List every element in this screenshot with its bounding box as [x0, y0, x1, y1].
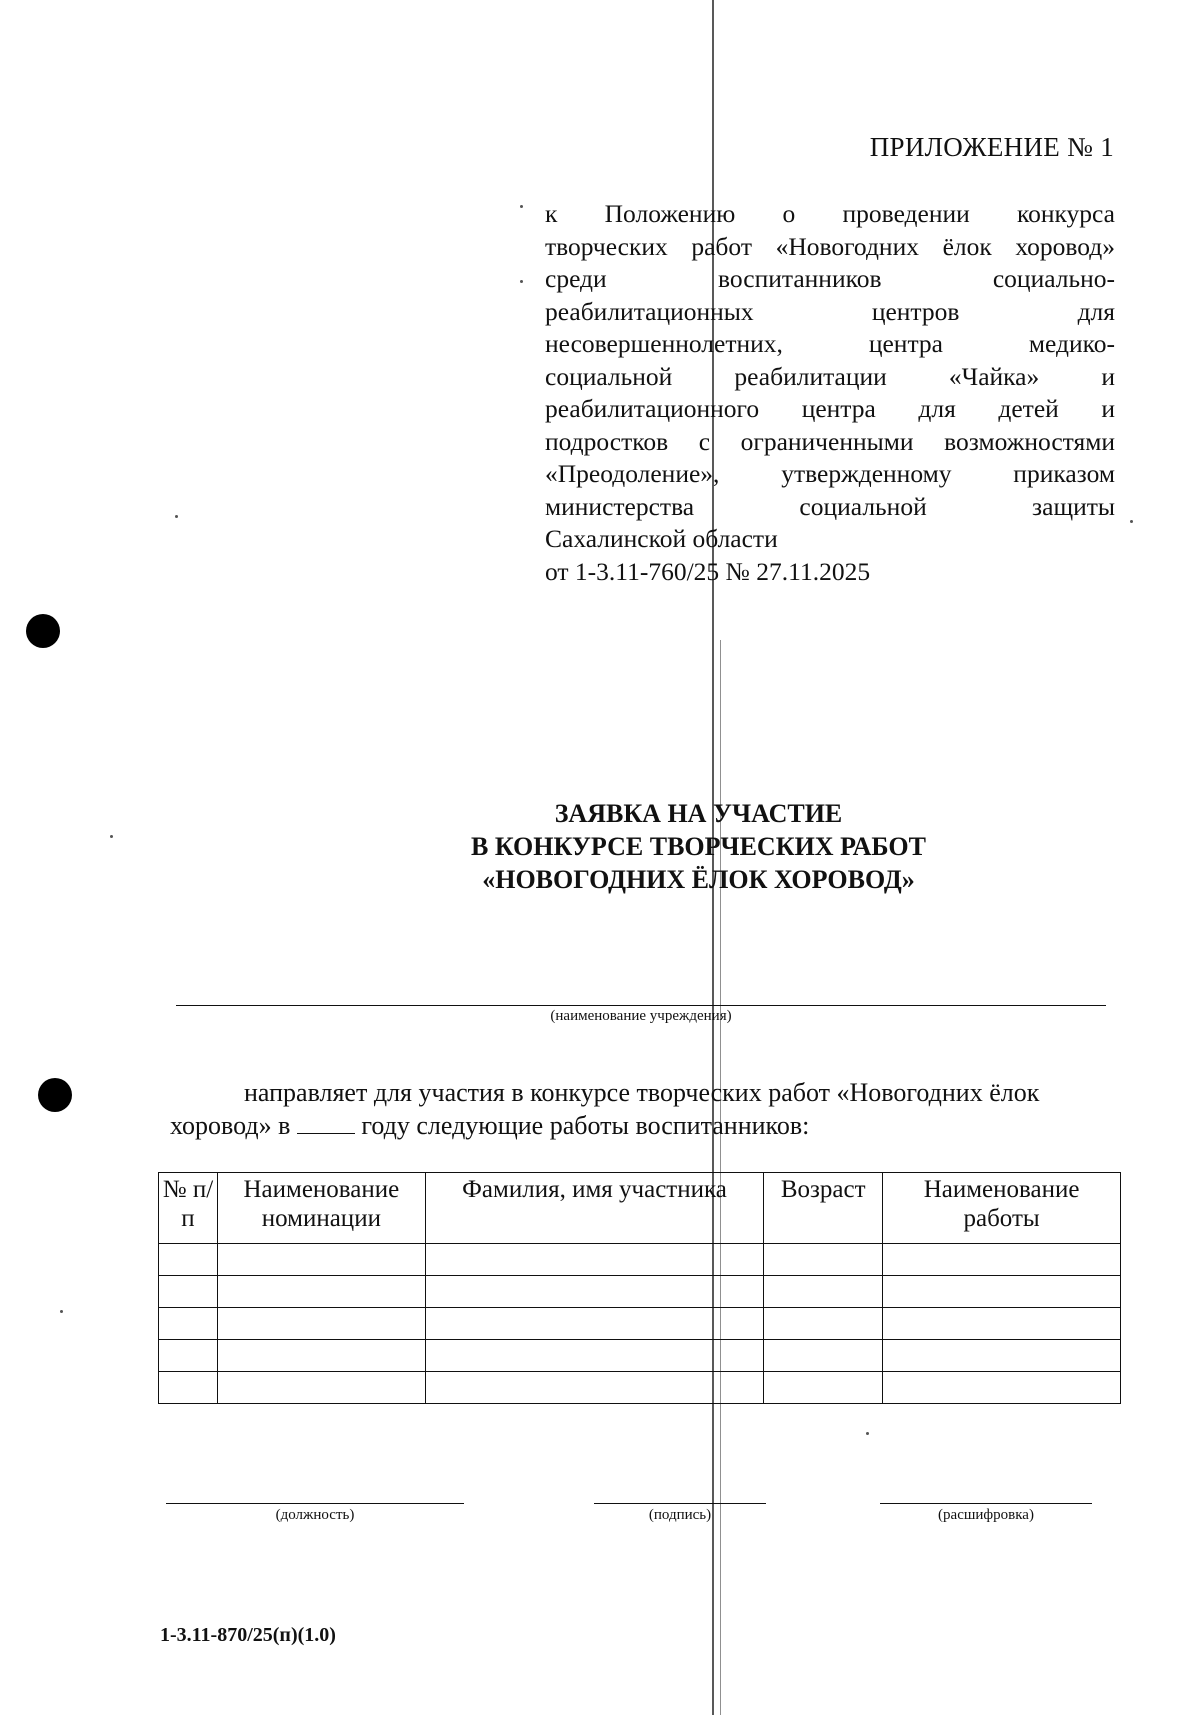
- institution-name-field[interactable]: [176, 1005, 1106, 1006]
- table-cell[interactable]: [764, 1276, 883, 1308]
- scan-speck: [175, 515, 178, 518]
- table-cell[interactable]: [764, 1372, 883, 1404]
- scan-speck: [520, 205, 523, 208]
- table-cell[interactable]: [159, 1276, 218, 1308]
- signature-decode-field[interactable]: [880, 1503, 1092, 1504]
- scan-speck: [866, 1432, 869, 1435]
- works-table: [158, 1172, 1121, 1404]
- scan-speck: [60, 1310, 63, 1313]
- table-cell[interactable]: [159, 1308, 218, 1340]
- appendix-title: ПРИЛОЖЕНИЕ № 1: [869, 132, 1114, 162]
- table-cell[interactable]: [425, 1340, 763, 1372]
- table-cell[interactable]: [425, 1372, 763, 1404]
- intro-line: направляет для участия в конкурсе творческих работ «Новогодних ёлок: [244, 1078, 1040, 1107]
- punch-hole-bottom: [38, 1078, 72, 1112]
- table-cell[interactable]: [764, 1244, 883, 1276]
- appendix-line: подростков с ограниченными возможностями: [545, 426, 1115, 456]
- table-cell[interactable]: [159, 1340, 218, 1372]
- table-cell[interactable]: [217, 1340, 425, 1372]
- year-blank-field[interactable]: [297, 1111, 355, 1134]
- appendix-line: министерства социальной защиты: [545, 491, 1115, 521]
- table-row: [159, 1372, 1121, 1404]
- table-cell[interactable]: [217, 1276, 425, 1308]
- table-cell[interactable]: [217, 1308, 425, 1340]
- document-code: 1-3.11-870/25(п)(1.0): [160, 1624, 336, 1646]
- signature-decode-caption: (расшифровка): [938, 1507, 1034, 1523]
- table-row: [159, 1244, 1121, 1276]
- table-cell[interactable]: [764, 1340, 883, 1372]
- table-row: [159, 1308, 1121, 1340]
- appendix-line: Сахалинской области: [545, 524, 778, 553]
- column-header-age: Возраст: [764, 1173, 883, 1244]
- table-cell[interactable]: [159, 1372, 218, 1404]
- table-cell[interactable]: [883, 1276, 1121, 1308]
- appendix-reference: [545, 198, 1115, 588]
- column-header-number: № п/п: [159, 1173, 218, 1244]
- form-title-line: ЗАЯВКА НА УЧАСТИЕ: [554, 799, 843, 828]
- column-header-nomination: Наименование номинации: [217, 1173, 425, 1244]
- table-header-row: [159, 1173, 1121, 1244]
- appendix-line: реабилитационных центров для: [545, 296, 1115, 326]
- table-cell[interactable]: [883, 1308, 1121, 1340]
- form-title-line: В КОНКУРСЕ ТВОРЧЕСКИХ РАБОТ: [471, 832, 926, 861]
- appendix-line: социальной реабилитации «Чайка» и: [545, 361, 1115, 391]
- scan-speck: [520, 280, 523, 283]
- table-row: [159, 1276, 1121, 1308]
- position-field[interactable]: [166, 1503, 464, 1504]
- table-cell[interactable]: [217, 1372, 425, 1404]
- table-row: [159, 1340, 1121, 1372]
- appendix-line: «Преодоление», утвержденному приказом: [545, 459, 1115, 488]
- punch-hole-top: [26, 614, 60, 648]
- table-cell[interactable]: [425, 1244, 763, 1276]
- intro-paragraph: [170, 1076, 1115, 1142]
- appendix-line: несовершеннолетних, центра медико-: [545, 329, 1115, 358]
- table-cell[interactable]: [425, 1276, 763, 1308]
- signature-caption: (подпись): [648, 1507, 712, 1523]
- table-cell[interactable]: [883, 1340, 1121, 1372]
- signature-field[interactable]: [594, 1503, 766, 1504]
- table-cell[interactable]: [883, 1372, 1121, 1404]
- table-cell[interactable]: [883, 1244, 1121, 1276]
- appendix-line: творческих работ «Новогодних ёлок хоровод»: [545, 231, 1115, 261]
- position-caption: (должность): [275, 1507, 355, 1523]
- appendix-line: среди воспитанников социально-: [545, 264, 1115, 293]
- table-cell[interactable]: [159, 1244, 218, 1276]
- appendix-line: к Положению о проведении конкурса: [545, 199, 1115, 228]
- form-title-line: «НОВОГОДНИХ ЁЛОК ХОРОВОД»: [482, 865, 915, 894]
- institution-caption: (наименование учреждения): [550, 1008, 732, 1024]
- table-cell[interactable]: [217, 1244, 425, 1276]
- scan-speck: [1130, 520, 1133, 523]
- column-header-participant: Фамилия, имя участника: [425, 1173, 763, 1244]
- appendix-order-reference: от 1-3.11-760/25 № 27.11.2025: [545, 556, 871, 586]
- intro-line-end: году следующие работы воспитанников:: [361, 1111, 810, 1140]
- form-title: [0, 797, 1200, 896]
- column-header-work-title: Наименование работы: [883, 1173, 1121, 1244]
- table-cell[interactable]: [425, 1308, 763, 1340]
- appendix-line: реабилитационного центра для детей и: [545, 394, 1115, 423]
- intro-line-start: хоровод» в: [170, 1111, 291, 1140]
- table-cell[interactable]: [764, 1308, 883, 1340]
